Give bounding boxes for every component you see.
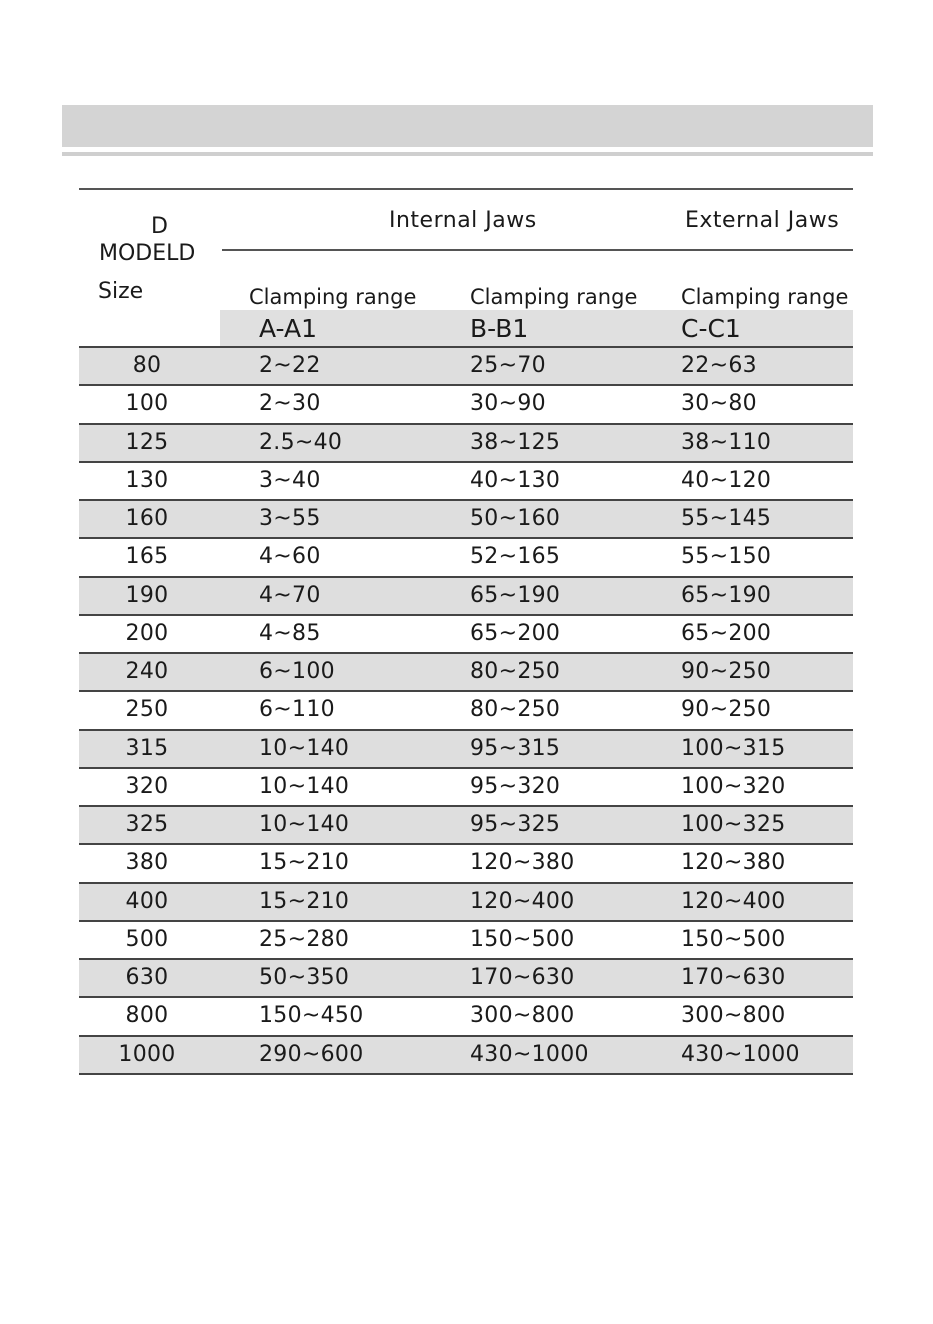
cell-a-a1: 25~280 xyxy=(259,926,350,952)
table-row xyxy=(79,654,853,692)
cell-size: 400 xyxy=(125,888,169,914)
cell-c-c1: 55~150 xyxy=(681,544,772,570)
table-row xyxy=(79,463,853,501)
cell-a-a1: 10~140 xyxy=(259,735,350,761)
cell-a-a1: 15~210 xyxy=(259,888,350,914)
table-row xyxy=(79,578,853,616)
cell-b-b1: 170~630 xyxy=(470,965,575,990)
cell-size: 1000 xyxy=(118,1041,176,1067)
cell-size: 325 xyxy=(125,812,169,837)
cell-a-a1: 4~70 xyxy=(259,582,321,608)
cell-a-a1: 150~450 xyxy=(259,1003,364,1029)
cell-b-b1: 25~70 xyxy=(470,353,546,378)
header-code-a: A-A1 xyxy=(259,314,318,343)
cell-c-c1: 40~120 xyxy=(681,467,772,493)
cell-c-c1: 120~380 xyxy=(681,850,786,876)
cell-size: 320 xyxy=(125,773,169,799)
header-clamping-range-a: Clamping range xyxy=(249,285,417,309)
cell-a-a1: 15~210 xyxy=(259,850,350,876)
cell-a-a1: 2~22 xyxy=(259,353,321,378)
cell-size: 380 xyxy=(125,850,169,876)
cell-c-c1: 430~1000 xyxy=(681,1041,800,1067)
cell-c-c1: 300~800 xyxy=(681,1003,786,1029)
cell-size: 100 xyxy=(125,391,169,417)
table-row xyxy=(79,731,853,769)
table-row xyxy=(79,539,853,577)
cell-a-a1: 290~600 xyxy=(259,1041,364,1067)
cell-size: 315 xyxy=(125,735,169,761)
cell-b-b1: 150~500 xyxy=(470,926,575,952)
cell-c-c1: 100~315 xyxy=(681,735,786,761)
cell-size: 160 xyxy=(125,506,169,531)
cell-c-c1: 100~320 xyxy=(681,773,786,799)
cell-b-b1: 430~1000 xyxy=(470,1041,589,1067)
cell-size: 165 xyxy=(125,544,169,570)
cell-a-a1: 2.5~40 xyxy=(259,429,343,455)
header-divider xyxy=(222,249,853,251)
table-top-rule xyxy=(79,188,853,190)
cell-a-a1: 6~100 xyxy=(259,659,335,684)
table-row xyxy=(79,922,853,960)
cell-c-c1: 150~500 xyxy=(681,926,786,952)
cell-a-a1: 50~350 xyxy=(259,965,350,990)
cell-b-b1: 30~90 xyxy=(470,391,546,417)
cell-b-b1: 80~250 xyxy=(470,697,561,723)
table-row xyxy=(79,1037,853,1075)
cell-size: 500 xyxy=(125,926,169,952)
cell-c-c1: 90~250 xyxy=(681,697,772,723)
header-d: D xyxy=(151,214,168,239)
cell-b-b1: 95~315 xyxy=(470,735,561,761)
cell-size: 240 xyxy=(125,659,169,684)
table-body xyxy=(79,346,853,1075)
cell-b-b1: 300~800 xyxy=(470,1003,575,1029)
cell-c-c1: 65~200 xyxy=(681,620,772,646)
cell-size: 125 xyxy=(125,429,169,455)
cell-c-c1: 65~190 xyxy=(681,582,772,608)
cell-size: 800 xyxy=(125,1003,169,1029)
table-row xyxy=(79,616,853,654)
cell-c-c1: 22~63 xyxy=(681,353,757,378)
table-row xyxy=(79,501,853,539)
cell-size: 630 xyxy=(125,965,169,990)
cell-b-b1: 95~325 xyxy=(470,812,561,837)
header-external-jaws: External Jaws xyxy=(685,208,840,233)
header-model: MODELD xyxy=(99,241,196,266)
title-band xyxy=(62,105,873,147)
cell-size: 80 xyxy=(132,353,162,378)
cell-c-c1: 55~145 xyxy=(681,506,772,531)
cell-size: 190 xyxy=(125,582,169,608)
table-row xyxy=(79,998,853,1036)
table-row xyxy=(79,807,853,845)
cell-size: 130 xyxy=(125,467,169,493)
table-row xyxy=(79,960,853,998)
cell-a-a1: 10~140 xyxy=(259,773,350,799)
cell-a-a1: 4~85 xyxy=(259,620,321,646)
cell-b-b1: 38~125 xyxy=(470,429,561,455)
cell-c-c1: 38~110 xyxy=(681,429,772,455)
table-row xyxy=(79,769,853,807)
header-internal-jaws: Internal Jaws xyxy=(389,208,537,233)
table-row xyxy=(79,348,853,386)
cell-c-c1: 170~630 xyxy=(681,965,786,990)
header-code-c: C-C1 xyxy=(681,314,741,343)
table-row xyxy=(79,692,853,730)
cell-b-b1: 65~200 xyxy=(470,620,561,646)
cell-a-a1: 2~30 xyxy=(259,391,321,417)
cell-c-c1: 100~325 xyxy=(681,812,786,837)
cell-a-a1: 10~140 xyxy=(259,812,350,837)
cell-b-b1: 95~320 xyxy=(470,773,561,799)
cell-a-a1: 3~40 xyxy=(259,467,321,493)
header-size: Size xyxy=(98,279,144,304)
cell-b-b1: 120~400 xyxy=(470,888,575,914)
cell-a-a1: 6~110 xyxy=(259,697,335,723)
cell-b-b1: 120~380 xyxy=(470,850,575,876)
table-row xyxy=(79,386,853,424)
cell-b-b1: 52~165 xyxy=(470,544,561,570)
cell-c-c1: 30~80 xyxy=(681,391,757,417)
cell-b-b1: 80~250 xyxy=(470,659,561,684)
table-row xyxy=(79,884,853,922)
cell-size: 250 xyxy=(125,697,169,723)
cell-c-c1: 120~400 xyxy=(681,888,786,914)
cell-size: 200 xyxy=(125,620,169,646)
table-row xyxy=(79,845,853,883)
header-clamping-range-b: Clamping range xyxy=(470,285,638,309)
header-clamping-range-c: Clamping range xyxy=(681,285,849,309)
cell-a-a1: 4~60 xyxy=(259,544,321,570)
cell-b-b1: 50~160 xyxy=(470,506,561,531)
cell-b-b1: 65~190 xyxy=(470,582,561,608)
header-code-b: B-B1 xyxy=(470,314,529,343)
table-row xyxy=(79,425,853,463)
cell-b-b1: 40~130 xyxy=(470,467,561,493)
cell-a-a1: 3~55 xyxy=(259,506,321,531)
title-rule xyxy=(62,152,873,156)
cell-c-c1: 90~250 xyxy=(681,659,772,684)
